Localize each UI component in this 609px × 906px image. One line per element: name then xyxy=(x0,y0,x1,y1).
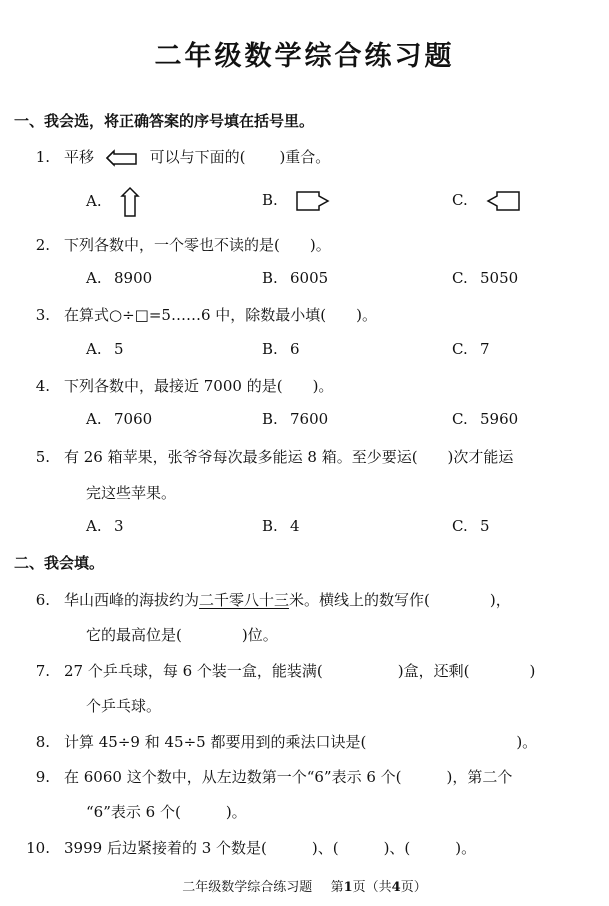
option-c[interactable] xyxy=(452,269,518,287)
question-text: 米。横线上的数写作( )， xyxy=(289,591,511,609)
question-9-continued: “6”表示 6 个( )。 xyxy=(86,803,247,821)
arrow-left-shape-icon xyxy=(105,147,139,169)
question-7 xyxy=(22,660,535,681)
option-value: 7 xyxy=(480,340,490,358)
option-letter: A. xyxy=(86,269,102,287)
option-letter: C. xyxy=(452,410,468,428)
option-b[interactable] xyxy=(262,517,300,535)
option-a[interactable] xyxy=(86,340,124,358)
question-number: 4. xyxy=(35,377,50,395)
question-9 xyxy=(22,766,512,787)
option-value: 6005 xyxy=(290,269,329,287)
option-b[interactable] xyxy=(262,340,300,358)
underlined-number-words: 二千零八十三 xyxy=(199,591,290,609)
option-value: 5050 xyxy=(480,269,519,287)
option-value: 6 xyxy=(290,340,300,358)
page-number: 1 xyxy=(343,880,353,895)
option-a[interactable] xyxy=(86,269,152,287)
question-10 xyxy=(22,837,476,858)
option-letter: B. xyxy=(262,410,278,428)
option-letter: C. xyxy=(452,517,468,535)
question-number: 1. xyxy=(35,148,50,166)
question-5 xyxy=(22,446,513,467)
option-letter: B. xyxy=(262,340,278,358)
question-7-continued: 个乒乓球。 xyxy=(86,697,162,715)
question-2 xyxy=(22,234,331,255)
footer-text: 页（共 xyxy=(352,880,392,895)
question-number: 7. xyxy=(35,662,50,680)
option-letter: B. xyxy=(262,191,278,209)
option-a[interactable] xyxy=(86,517,124,535)
option-b[interactable] xyxy=(262,410,328,428)
footer-text: 页） xyxy=(400,880,427,895)
question-1 xyxy=(22,146,330,169)
question-text: 下列各数中，一个零也不读的是( )。 xyxy=(64,236,331,254)
option-b[interactable] xyxy=(262,269,328,287)
question-text: 计算 45÷9 和 45÷5 都要用到的乘法口诀是( )。 xyxy=(64,733,538,751)
option-letter: C. xyxy=(452,340,468,358)
question-number: 2. xyxy=(35,236,50,254)
question-text: 在算式○÷□=5……6 中，除数最小填( )。 xyxy=(64,306,377,324)
option-c[interactable] xyxy=(452,517,490,535)
option-value: 5 xyxy=(480,517,490,535)
option-c[interactable] xyxy=(452,340,490,358)
question-number: 5. xyxy=(35,448,50,466)
option-a[interactable] xyxy=(86,410,152,428)
question-text: 可以与下面的( xyxy=(149,148,246,166)
arrow-right-shape-icon xyxy=(295,190,331,212)
question-text: 27 个乒乓球，每 6 个装一盒，能装满( )盒，还剩( ) xyxy=(64,662,536,680)
section-heading-choice: 一、我会选，将正确答案的序号填在括号里。 xyxy=(14,112,315,130)
section-heading-fill: 二、我会填。 xyxy=(14,554,105,572)
option-letter: B. xyxy=(262,269,278,287)
question-3 xyxy=(22,304,377,325)
option-value: 3 xyxy=(114,517,124,535)
option-value: 7060 xyxy=(114,410,153,428)
question-text: 平移 xyxy=(64,148,95,166)
question-number: 10. xyxy=(26,839,50,857)
question-text: 下列各数中，最接近 7000 的是( )。 xyxy=(64,377,334,395)
question-text: 3999 后边紧接着的 3 个数是( )、( )、( )。 xyxy=(64,839,477,857)
option-letter: B. xyxy=(262,517,278,535)
page-title: 二年级数学综合练习题 xyxy=(154,41,455,72)
option-value: 7600 xyxy=(290,410,329,428)
question-text: )重合。 xyxy=(279,148,331,166)
arrow-up-shape-icon xyxy=(119,186,141,218)
option-letter: A. xyxy=(86,192,102,210)
question-4 xyxy=(22,375,333,396)
total-pages: 4 xyxy=(391,880,401,895)
question-number: 8. xyxy=(35,733,50,751)
question-number: 3. xyxy=(35,306,50,324)
option-c[interactable] xyxy=(452,190,521,212)
option-value: 8900 xyxy=(114,269,153,287)
footer-text: 第 xyxy=(330,880,344,895)
option-letter: C. xyxy=(452,269,468,287)
footer-title: 二年级数学综合练习题 xyxy=(182,880,313,895)
option-a[interactable] xyxy=(86,186,141,218)
arrow-left-shape-icon xyxy=(485,190,521,212)
option-letter: A. xyxy=(86,517,102,535)
option-value: 4 xyxy=(290,517,300,535)
option-value: 5 xyxy=(114,340,124,358)
question-6-continued: 它的最高位是( )位。 xyxy=(86,626,278,644)
option-letter: C. xyxy=(452,191,468,209)
question-8 xyxy=(22,731,537,752)
question-number: 6. xyxy=(35,591,50,609)
question-6 xyxy=(22,589,511,610)
option-value: 5960 xyxy=(480,410,519,428)
option-c[interactable] xyxy=(452,410,518,428)
question-5-continued: 完这些苹果。 xyxy=(86,484,177,502)
page-footer xyxy=(0,876,609,895)
question-text: 华山西峰的海拔约为 xyxy=(64,591,200,609)
question-text: 在 6060 这个数中，从左边数第一个“6”表示 6 个( )，第二个 xyxy=(64,768,513,786)
question-text: 有 26 箱苹果，张爷爷每次最多能运 8 箱。至少要运( )次才能运 xyxy=(64,448,514,466)
option-letter: A. xyxy=(86,340,102,358)
question-number: 9. xyxy=(35,768,50,786)
option-letter: A. xyxy=(86,410,102,428)
option-b[interactable] xyxy=(262,190,331,212)
